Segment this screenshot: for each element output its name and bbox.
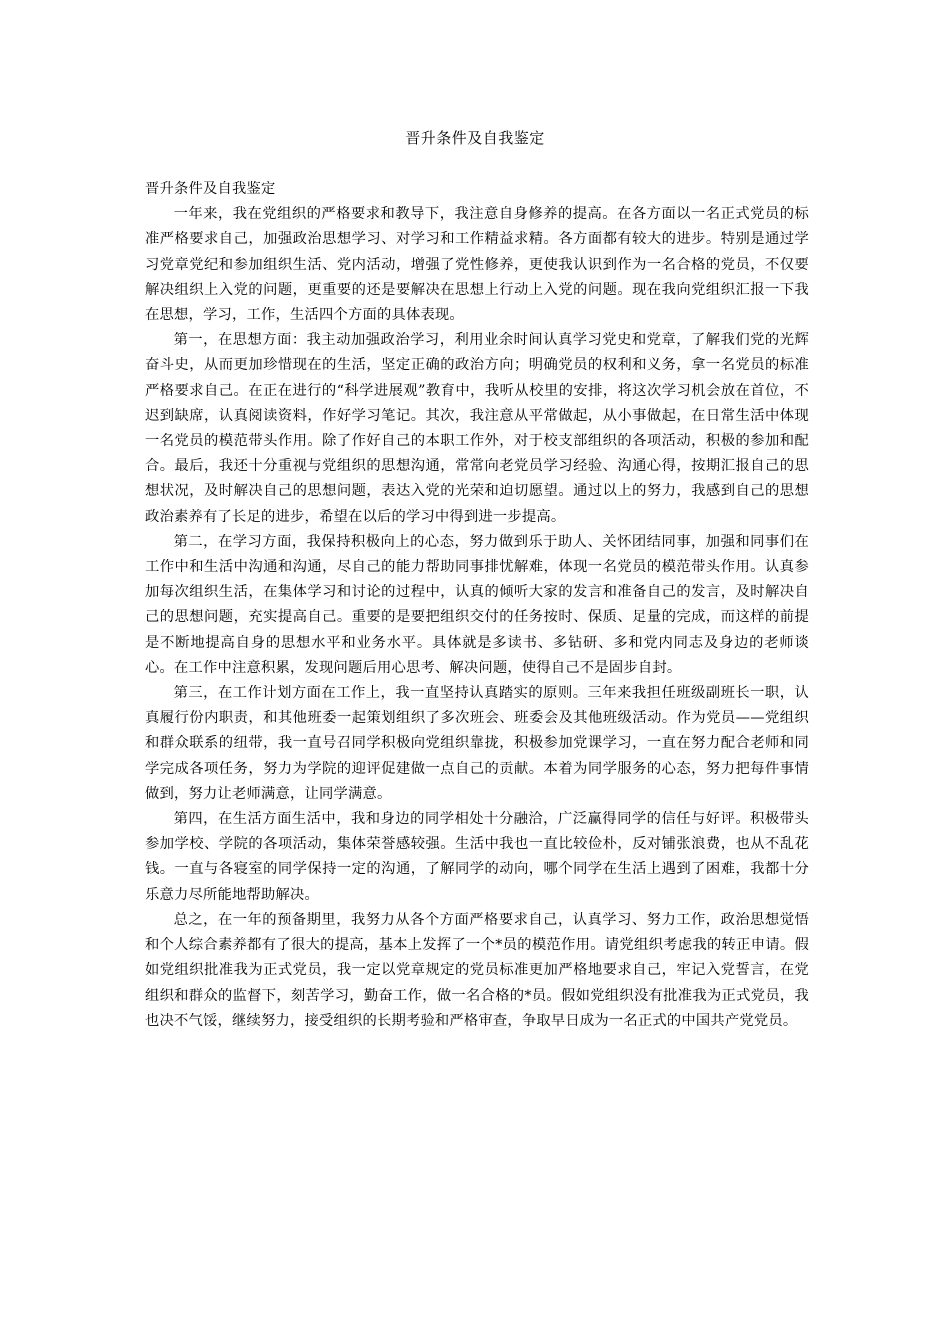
paragraph-study: 第二，在学习方面，我保持积极向上的心态，努力做到乐于助人、关怀团结同事，加强和同事们在工作中和生活中沟通和沟通，尽自己的能力帮助同事排忧解难，体现一名党员的模范带头作用。认真参加每次组织生活，在集体学习和讨论的过程中，认真的倾听大家的发言和准备自己的发言，及时解决自己的思想问题，充实提高自己。重要的是要把组织交付的任务按时、保质、足量的完成，而这样的前提是不断地提高自身的思想水平和业务水平。具体就是多读书、多钻研、多和党内同志及身边的老师谈心。在工作中注意积累，发现问题后用心思考、解决问题，使得自己不是固步自封。 bbox=[145, 533, 809, 676]
paragraph-life: 第四，在生活方面生活中，我和身边的同学相处十分融洽，广泛赢得同学的信任与好评。积极带头参加学校、学院的各项活动，集体荣誉感较强。生活中我也一直比较俭朴，反对铺张浪费，也从不乱花钱。一直与各寝室的同学保持一定的沟通，了解同学的动向，哪个同学在生活上遇到了困难，我都十分乐意力尽所能地帮助解决。 bbox=[145, 811, 809, 903]
paragraph-intro: 一年来，我在党组织的严格要求和教导下，我注意自身修养的提高。在各方面以一名正式党员的标准严格要求自己，加强政治思想学习、对学习和工作精益求精。各方面都有较大的进步。特别是通过学习党章党纪和参加组织生活、党内活动，增强了党性修养，更使我认识到作为一名合格的党员，不仅要解决组织上入党的问题，更重要的还是要解决在思想上行动上入党的问题。现在我向党组织汇报一下我在思想，学习，工作，生活四个方面的具体表现。 bbox=[145, 206, 809, 324]
document-subtitle: 晋升条件及自我鉴定 bbox=[145, 181, 276, 197]
paragraph-thought: 第一，在思想方面：我主动加强政治学习，利用业余时间认真学习党史和党章，了解我们党的光辉奋斗史，从而更加珍惜现在的生活，坚定正确的政治方向；明确党员的权利和义务，拿一名党员的标准严格要求自己。在正在进行的“科学进展观”教育中，我听从校里的安排，将这次学习机会放在首位，不迟到缺席，认真阅读资料，作好学习笔记。其次，我注意从平常做起，从小事做起，在日常生活中体现一名党员的模范带头作用。除了作好自己的本职工作外，对于校支部组织的各项活动，积极的参加和配合。最后，我还十分重视与党组织的思想沟通，常常向老党员学习经验、沟通心得，按期汇报自己的思想状况，及时解决自己的思想问题，表达入党的光荣和迫切愿望。通过以上的努力，我感到自己的思想政治素养有了长足的进步，希望在以后的学习中得到进一步提高。 bbox=[145, 332, 809, 525]
paragraph-summary: 总之，在一年的预备期里，我努力从各个方面严格要求自己，认真学习、努力工作，政治思想觉悟和个人综合素养都有了很大的提高，基本上发挥了一个*员的模范作用。请党组织考虑我的转正申请。假如党组织批准我为正式党员，我一定以党章规定的党员标准更加严格地要求自己，牢记入党誓言，在党组织和群众的监督下，刻苦学习，勤奋工作，做一名合格的*员。假如党组织没有批准我为正式党员，我也决不气馁，继续努力，接受组织的长期考验和严格审查，争取早日成为一名正式的中国共产党党员。 bbox=[145, 911, 809, 1029]
paragraph-work: 第三，在工作计划方面在工作上，我一直坚持认真踏实的原则。三年来我担任班级副班长一职，认真履行份内职责，和其他班委一起策划组织了多次班会、班委会及其他班级活动。作为党员——党组织和群众联系的纽带，我一直号召同学积极向党组织靠拢，积极参加党课学习，一直在努力配合老师和同学完成各项任务，努力为学院的迎评促建做一点自己的贡献。本着为同学服务的心态，努力把每件事情做到，努力让老师满意，让同学满意。 bbox=[145, 685, 809, 802]
document-title: 晋升条件及自我鉴定 bbox=[405, 129, 545, 147]
document-body bbox=[145, 177, 809, 1034]
